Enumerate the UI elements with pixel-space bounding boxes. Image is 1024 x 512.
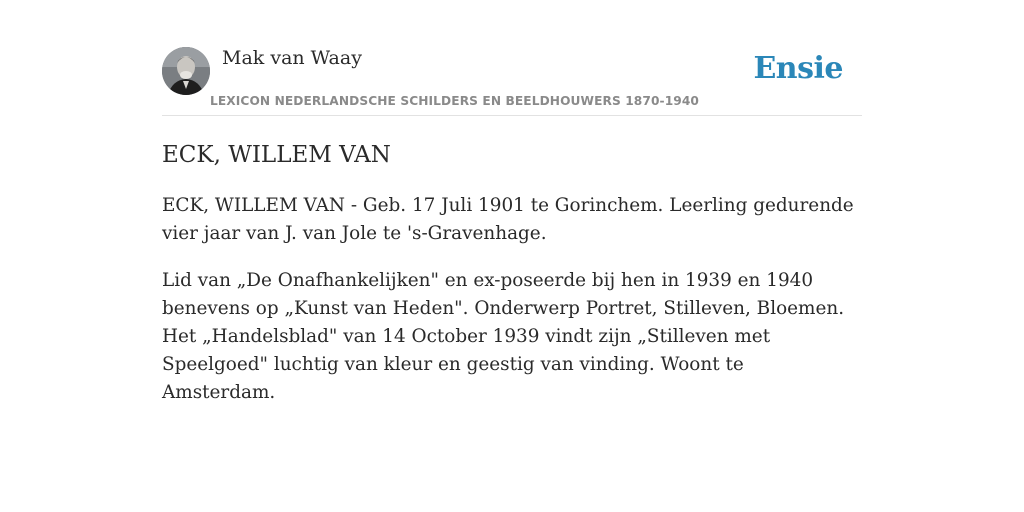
portrait-icon	[162, 47, 210, 95]
author-name[interactable]: Mak van Waay	[222, 47, 362, 69]
author-avatar[interactable]	[162, 47, 210, 95]
article-paragraph: ECK, WILLEM VAN - Geb. 17 Juli 1901 te Gorinchem. Leerling gedurende vier jaar van J. van Jole te 's-Gravenhage.	[162, 195, 854, 244]
source-title[interactable]: LEXICON NEDERLANDSCHE SCHILDERS EN BEELDHOUWERS 1870-1940	[210, 94, 700, 108]
article-title: ECK, WILLEM VAN	[162, 142, 391, 168]
page-container	[162, 0, 862, 403]
page-header	[162, 0, 862, 116]
brand-logo[interactable]: Ensie	[753, 51, 843, 86]
article-body	[162, 192, 862, 426]
article-paragraph: Lid van „De Onafhankelijken" en ex-poseerde bij hen in 1939 en 1940 benevens op „Kunst van Heden". Onderwerp Portret, Stilleven, Bloemen. Het „Handelsblad" van 14 October 1939 vindt zijn „Stilleven met Speelgoed" luchtig van kleur en geestig van vinding. Woont te Amsterdam.	[162, 270, 845, 403]
